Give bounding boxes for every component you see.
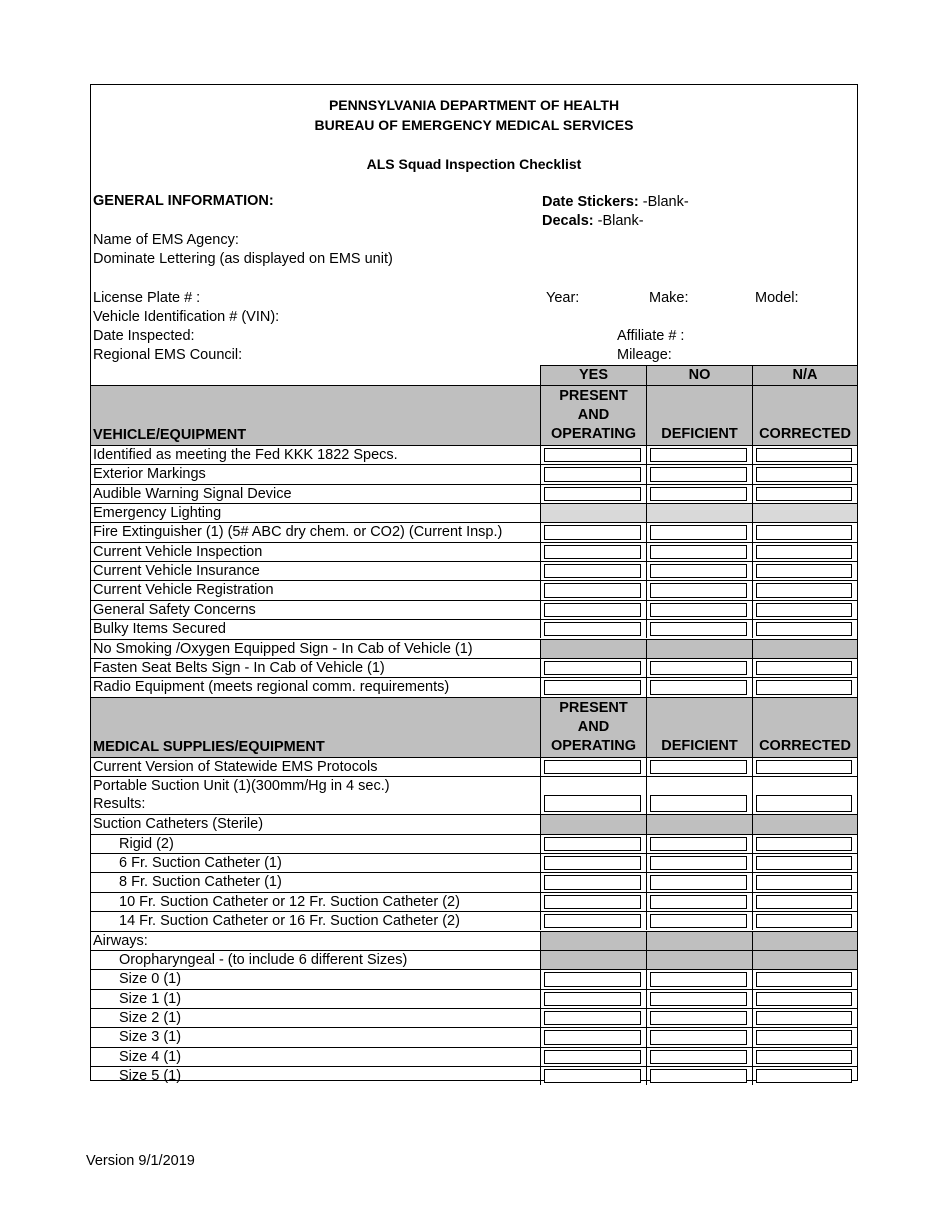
item-label [91, 932, 541, 950]
corrected-cell [752, 543, 857, 561]
checklist-row [91, 561, 857, 580]
deficient-cell [646, 1067, 752, 1085]
checklist-row [91, 580, 857, 599]
deficient-checkbox[interactable] [650, 1069, 747, 1083]
checklist-row [91, 600, 857, 619]
present-cell [540, 581, 646, 599]
checklist-row [91, 1008, 857, 1027]
corrected-cell [752, 659, 857, 677]
decals-value: -Blank- [597, 213, 644, 229]
corrected-checkbox[interactable] [756, 545, 852, 559]
deficient-cell [646, 1009, 752, 1027]
present-checkbox[interactable] [544, 856, 641, 870]
item-label [91, 601, 541, 619]
deficient-checkbox[interactable] [650, 622, 747, 636]
item-text: Size 2 (1) [119, 1009, 182, 1026]
general-info-heading: GENERAL INFORMATION: [93, 193, 274, 209]
deficient-checkbox[interactable] [650, 564, 747, 578]
item-label [91, 777, 541, 815]
present-cell [540, 893, 646, 911]
present-checkbox[interactable] [544, 914, 641, 928]
deficient-checkbox[interactable] [650, 545, 747, 559]
item-label [91, 1009, 541, 1027]
present-checkbox[interactable] [544, 661, 641, 675]
present-cell [540, 912, 646, 930]
corrected-cell [752, 1009, 857, 1027]
corrected-checkbox[interactable] [756, 1050, 852, 1064]
corrected-cell [752, 758, 857, 776]
item-text: Rigid (2) [119, 835, 174, 852]
corrected-cell [752, 1048, 857, 1066]
present-cell [540, 758, 646, 776]
item-text: 14 Fr. Suction Catheter or 16 Fr. Suction Catheter (2) [119, 913, 460, 930]
present-checkbox[interactable] [544, 992, 641, 1006]
item-text: Current Vehicle Registration [93, 582, 274, 599]
vin-label: Vehicle Identification # (VIN): [93, 309, 280, 325]
deficient-cell [646, 659, 752, 677]
item-label [91, 970, 541, 988]
deficient-checkbox[interactable] [650, 1030, 747, 1044]
deficient-cell [646, 620, 752, 638]
date-inspected-label: Date Inspected: [93, 328, 195, 344]
present-checkbox[interactable] [544, 680, 641, 694]
deficient-cell [646, 465, 752, 483]
present-cell [540, 659, 646, 677]
yes-column-header: YES [540, 365, 646, 385]
present-checkbox[interactable] [544, 583, 641, 597]
item-label [91, 678, 541, 696]
item-text: Oropharyngeal - (to include 6 different Sizes) [119, 951, 408, 968]
corrected-checkbox[interactable] [756, 895, 852, 909]
deficient-cell [646, 1048, 752, 1066]
item-label [91, 640, 541, 658]
deficient-cell [646, 640, 752, 658]
corrected-checkbox[interactable] [756, 467, 852, 481]
present-cell [540, 1048, 646, 1066]
deficient-cell [646, 854, 752, 872]
section-header [91, 697, 857, 757]
deficient-checkbox[interactable] [650, 837, 747, 851]
corrected-cell [752, 620, 857, 638]
deficient-cell [646, 970, 752, 988]
deficient-checkbox[interactable] [650, 795, 747, 812]
corrected-checkbox[interactable] [756, 680, 852, 694]
present-cell [540, 854, 646, 872]
present-cell [540, 1028, 646, 1046]
corrected-cell [752, 601, 857, 619]
present-cell [540, 990, 646, 1008]
checklist-row [91, 872, 857, 891]
item-label [91, 835, 541, 853]
na-column-header: N/A [752, 365, 857, 385]
section-title: VEHICLE/EQUIPMENT [93, 427, 247, 443]
checklist-row [91, 658, 857, 677]
deficient-cell [646, 951, 752, 969]
item-label [91, 581, 541, 599]
checklist-row [91, 931, 857, 950]
checklist-row [91, 1027, 857, 1046]
present-cell [540, 932, 646, 950]
deficient-cell [646, 758, 752, 776]
checklist-row [91, 969, 857, 988]
present-checkbox[interactable] [544, 448, 641, 462]
present-checkbox[interactable] [544, 545, 641, 559]
version-label: Version 9/1/2019 [86, 1153, 195, 1169]
deficient-checkbox[interactable] [650, 680, 747, 694]
corrected-cell [752, 854, 857, 872]
item-text: Portable Suction Unit (1)(300mm/Hg in 4 sec.) [93, 777, 390, 794]
item-label [91, 990, 541, 1008]
bureau-title: BUREAU OF EMERGENCY MEDICAL SERVICES [314, 117, 634, 133]
deficient-checkbox[interactable] [650, 972, 747, 986]
corrected-checkbox[interactable] [756, 856, 852, 870]
corrected-cell [752, 970, 857, 988]
deficient-cell [646, 523, 752, 541]
item-text: Bulky Items Secured [93, 621, 226, 638]
corrected-checkbox[interactable] [756, 583, 852, 597]
date-stickers-label: Date Stickers: [542, 194, 639, 210]
deficient-cell [646, 562, 752, 580]
deficient-checkbox[interactable] [650, 1011, 747, 1025]
checklist-row [91, 445, 857, 464]
checklist-row [91, 989, 857, 1008]
deficient-cell [646, 678, 752, 696]
deficient-cell [646, 835, 752, 853]
corrected-cell [752, 873, 857, 891]
corrected-checkbox[interactable] [756, 795, 852, 812]
item-text: Size 0 (1) [119, 971, 182, 988]
item-label [91, 1028, 541, 1046]
checklist-row [91, 911, 857, 930]
item-text: Current Version of Statewide EMS Protocols [93, 758, 378, 775]
deficient-checkbox[interactable] [650, 467, 747, 481]
corrected-checkbox[interactable] [756, 603, 852, 617]
checklist-row [91, 619, 857, 638]
corrected-checkbox[interactable] [756, 661, 852, 675]
deficient-cell [646, 912, 752, 930]
present-checkbox[interactable] [544, 875, 641, 889]
deficient-cell [646, 485, 752, 503]
present-checkbox[interactable] [544, 1050, 641, 1064]
item-label [91, 893, 541, 911]
present-cell [540, 970, 646, 988]
corrected-checkbox[interactable] [756, 525, 852, 539]
item-label [91, 620, 541, 638]
checklist-row [91, 503, 857, 522]
checklist-row [91, 522, 857, 541]
operating-word: OPERATING [550, 426, 637, 442]
no-column-header: NO [646, 365, 752, 385]
item-label [91, 815, 541, 833]
corrected-checkbox[interactable] [756, 914, 852, 928]
present-cell [540, 465, 646, 483]
corrected-checkbox[interactable] [756, 564, 852, 578]
corrected-cell [752, 485, 857, 503]
checklist-row [91, 853, 857, 872]
operating-word: OPERATING [550, 737, 637, 754]
item-label [91, 543, 541, 561]
corrected-cell [752, 777, 857, 815]
corrected-checkbox[interactable] [756, 1069, 852, 1083]
corrected-cell [752, 465, 857, 483]
present-checkbox[interactable] [544, 1030, 641, 1044]
item-text: No Smoking /Oxygen Equipped Sign - In Cab of Vehicle (1) [93, 640, 473, 657]
corrected-cell [752, 640, 857, 658]
item-text: Size 5 (1) [119, 1067, 182, 1084]
item-text: Size 1 (1) [119, 990, 182, 1007]
corrected-checkbox[interactable] [756, 972, 852, 986]
present-cell [540, 523, 646, 541]
deficient-checkbox[interactable] [650, 603, 747, 617]
mileage-label: Mileage: [617, 347, 672, 363]
deficient-checkbox[interactable] [650, 992, 747, 1006]
deficient-cell [646, 777, 752, 815]
corrected-checkbox[interactable] [756, 1030, 852, 1044]
deficient-checkbox[interactable] [650, 487, 747, 501]
present-checkbox[interactable] [544, 1011, 641, 1025]
deficient-checkbox[interactable] [650, 856, 747, 870]
present-cell [540, 1009, 646, 1027]
deficient-cell [646, 815, 752, 833]
year-label: Year: [546, 290, 580, 306]
present-word: PRESENT [559, 699, 628, 716]
checklist-row [91, 484, 857, 503]
agency-label: Name of EMS Agency: [93, 232, 239, 248]
present-cell [540, 504, 646, 522]
present-checkbox[interactable] [544, 603, 641, 617]
and-word: AND [577, 407, 610, 423]
item-text: Fasten Seat Belts Sign - In Cab of Vehicle (1) [93, 659, 385, 676]
corrected-cell [752, 912, 857, 930]
deficient-checkbox[interactable] [650, 525, 747, 539]
present-operating-header [540, 386, 646, 445]
item-label [91, 951, 541, 969]
present-operating-label [551, 699, 636, 756]
corrected-cell [752, 523, 857, 541]
present-checkbox[interactable] [544, 525, 641, 539]
make-label: Make: [649, 290, 689, 306]
item-label [91, 854, 541, 872]
present-checkbox[interactable] [544, 564, 641, 578]
item-label [91, 465, 541, 483]
item-label [91, 1067, 541, 1085]
item-text: Size 4 (1) [119, 1048, 182, 1065]
corrected-checkbox[interactable] [756, 448, 852, 462]
corrected-cell [752, 562, 857, 580]
deficient-cell [646, 873, 752, 891]
present-operating-header [540, 698, 646, 757]
present-checkbox[interactable] [544, 622, 641, 636]
license-plate-label: License Plate # : [93, 290, 201, 306]
present-cell [540, 640, 646, 658]
present-checkbox[interactable] [544, 487, 641, 501]
checklist-row [91, 757, 857, 776]
checklist-row [91, 542, 857, 561]
item-text: Size 3 (1) [119, 1029, 182, 1046]
present-word: PRESENT [559, 388, 628, 404]
present-cell [540, 873, 646, 891]
regional-council-label: Regional EMS Council: [93, 347, 243, 363]
corrected-cell [752, 815, 857, 833]
checklist-row [91, 834, 857, 853]
checklist-row [91, 677, 857, 696]
present-checkbox[interactable] [544, 1069, 641, 1083]
item-text: Airways: [93, 932, 148, 949]
corrected-cell [752, 951, 857, 969]
deficient-checkbox[interactable] [650, 914, 747, 928]
corrected-cell [752, 990, 857, 1008]
inspection-form [90, 84, 858, 1084]
item-text: Identified as meeting the Fed KKK 1822 Specs. [93, 447, 398, 463]
corrected-cell [752, 581, 857, 599]
section-header [91, 385, 857, 445]
present-cell [540, 678, 646, 696]
present-checkbox[interactable] [544, 795, 641, 812]
and-word: AND [577, 718, 610, 735]
deficient-cell [646, 581, 752, 599]
corrected-cell [752, 932, 857, 950]
present-checkbox[interactable] [544, 972, 641, 986]
lettering-label: Dominate Lettering (as displayed on EMS unit) [93, 251, 393, 267]
deficient-header: DEFICIENT [646, 698, 752, 757]
corrected-checkbox[interactable] [756, 760, 852, 774]
date-stickers [542, 194, 689, 210]
section-title: MEDICAL SUPPLIES/EQUIPMENT [93, 738, 325, 755]
item-label [91, 659, 541, 677]
item-text: Fire Extinguisher (1) (5# ABC dry chem. or CO2) (Current Insp.) [93, 524, 503, 541]
present-checkbox[interactable] [544, 895, 641, 909]
present-cell [540, 562, 646, 580]
item-text: Emergency Lighting [93, 505, 222, 522]
present-cell [540, 601, 646, 619]
deficient-cell [646, 601, 752, 619]
deficient-checkbox[interactable] [650, 583, 747, 597]
item-label [91, 504, 541, 522]
corrected-header: CORRECTED [752, 698, 857, 757]
checklist-row [91, 639, 857, 658]
item-label [91, 912, 541, 930]
corrected-cell [752, 446, 857, 464]
present-cell [540, 446, 646, 464]
corrected-checkbox[interactable] [756, 992, 852, 1006]
date-stickers-value: -Blank- [642, 194, 689, 210]
present-cell [540, 815, 646, 833]
item-label [91, 758, 541, 776]
deficient-checkbox[interactable] [650, 760, 747, 774]
deficient-cell [646, 932, 752, 950]
item-subtext: Results: [93, 795, 146, 812]
present-cell [540, 543, 646, 561]
checklist-row [91, 892, 857, 911]
affiliate-label: Affiliate # : [617, 328, 685, 344]
deficient-cell [646, 893, 752, 911]
present-cell [540, 835, 646, 853]
present-checkbox[interactable] [544, 760, 641, 774]
item-text: 10 Fr. Suction Catheter or 12 Fr. Suction Catheter (2) [119, 893, 460, 910]
item-text: Exterior Markings [93, 466, 206, 483]
deficient-checkbox[interactable] [650, 1050, 747, 1064]
present-cell [540, 620, 646, 638]
deficient-cell [646, 990, 752, 1008]
decals [542, 213, 644, 229]
checklist-row [91, 1047, 857, 1066]
corrected-cell [752, 835, 857, 853]
corrected-cell [752, 1028, 857, 1046]
item-text: 8 Fr. Suction Catheter (1) [119, 874, 282, 891]
deficient-cell [646, 504, 752, 522]
item-label [91, 1048, 541, 1066]
deficient-header: DEFICIENT [646, 386, 752, 445]
corrected-checkbox[interactable] [756, 837, 852, 851]
deficient-checkbox[interactable] [650, 448, 747, 462]
yes-no-na-header [540, 365, 857, 385]
corrected-cell [752, 893, 857, 911]
item-label [91, 485, 541, 503]
item-label [91, 562, 541, 580]
checklist-row [91, 950, 857, 969]
decals-label: Decals: [542, 213, 594, 229]
item-label [91, 523, 541, 541]
checklist-row [91, 464, 857, 483]
corrected-cell [752, 1067, 857, 1085]
present-operating-label [551, 387, 636, 444]
deficient-cell [646, 543, 752, 561]
item-text: Current Vehicle Insurance [93, 563, 260, 580]
corrected-checkbox[interactable] [756, 875, 852, 889]
present-cell [540, 1067, 646, 1085]
item-label [91, 873, 541, 891]
checklist-row [91, 1066, 857, 1085]
present-cell [540, 485, 646, 503]
corrected-header: CORRECTED [752, 386, 857, 445]
checklist-row [91, 814, 857, 833]
deficient-cell [646, 446, 752, 464]
item-text: General Safety Concerns [93, 601, 256, 618]
model-label: Model: [755, 290, 799, 306]
checklist-row [91, 776, 857, 815]
deficient-checkbox[interactable] [650, 661, 747, 675]
present-checkbox[interactable] [544, 837, 641, 851]
corrected-cell [752, 504, 857, 522]
item-label [91, 446, 541, 464]
department-title: PENNSYLVANIA DEPARTMENT OF HEALTH [328, 97, 620, 113]
item-text: Current Vehicle Inspection [93, 543, 263, 560]
corrected-checkbox[interactable] [756, 487, 852, 501]
item-text: Audible Warning Signal Device [93, 485, 292, 502]
item-text: 6 Fr. Suction Catheter (1) [119, 855, 282, 872]
present-checkbox[interactable] [544, 467, 641, 481]
item-text: Suction Catheters (Sterile) [93, 816, 264, 833]
item-text: Radio Equipment (meets regional comm. requirements) [93, 679, 450, 696]
present-cell [540, 777, 646, 815]
deficient-checkbox[interactable] [650, 895, 747, 909]
corrected-cell [752, 678, 857, 696]
corrected-checkbox[interactable] [756, 622, 852, 636]
deficient-cell [646, 1028, 752, 1046]
corrected-checkbox[interactable] [756, 1011, 852, 1025]
present-cell [540, 951, 646, 969]
form-title: ALS Squad Inspection Checklist [366, 156, 582, 172]
deficient-checkbox[interactable] [650, 875, 747, 889]
